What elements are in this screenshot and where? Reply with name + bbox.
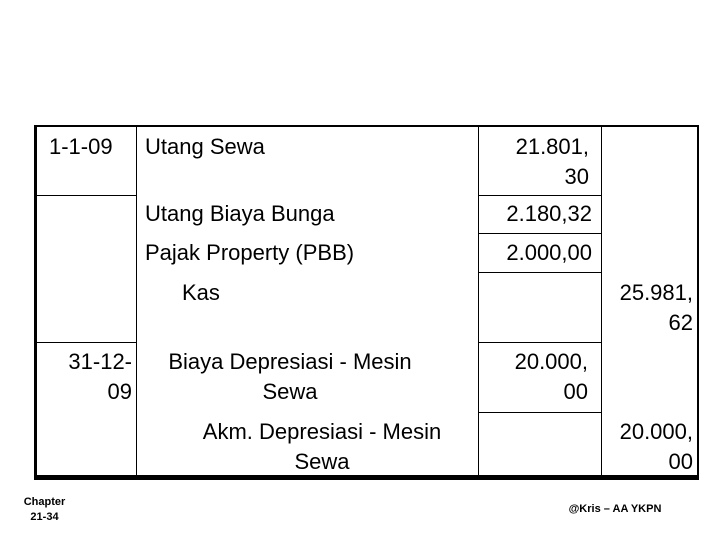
entry-account: Pajak Property (PBB) [145, 240, 355, 265]
entry-date: 31-12- 09 [68, 349, 132, 404]
column-divider [136, 127, 137, 475]
entry-date: 1-1-09 [49, 134, 113, 159]
entry-credit: 25.981, 62 [619, 280, 693, 335]
row-divider [478, 412, 602, 413]
entry-account: Utang Biaya Bunga [145, 201, 335, 226]
row-divider [478, 342, 602, 343]
row-divider [478, 195, 602, 196]
entry-account: Utang Sewa [145, 134, 265, 159]
entry-account: Akm. Depresiasi - Mesin Sewa [202, 419, 442, 474]
entry-account: Kas [182, 280, 220, 305]
chapter-label: Chapter 21-34 [23, 496, 66, 523]
journal-table [34, 125, 699, 480]
author-credit: @Kris – AA YKPN [568, 503, 662, 515]
entry-debit: 2.000,00 [506, 240, 592, 265]
row-divider [37, 195, 137, 196]
row-divider [37, 342, 137, 343]
entry-debit: 21.801, 30 [515, 134, 589, 189]
entry-debit: 2.180,32 [506, 201, 592, 226]
entry-debit: 20.000, 00 [514, 349, 588, 404]
row-divider [478, 233, 602, 234]
entry-account: Biaya Depresiasi - Mesin Sewa [168, 349, 412, 404]
row-divider [478, 272, 602, 273]
entry-credit: 20.000, 00 [619, 419, 693, 474]
